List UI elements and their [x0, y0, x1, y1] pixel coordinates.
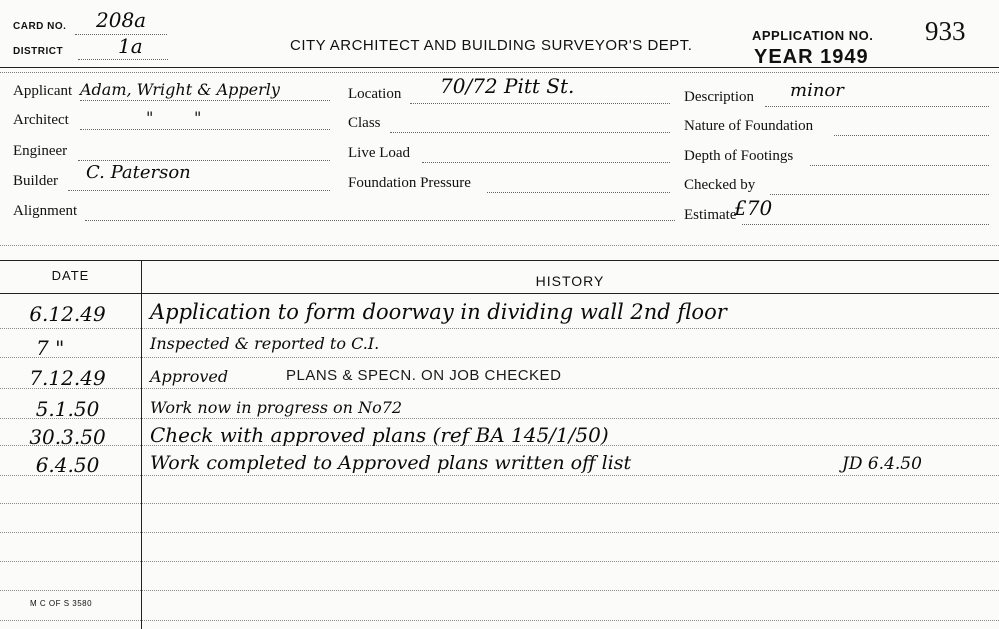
foundation-pressure-label: Foundation Pressure: [348, 175, 471, 191]
table-row-history: Work now in progress on No72: [150, 398, 403, 417]
table-row-date: 6.12.49: [29, 302, 106, 326]
form-code: M C OF S 3580: [30, 599, 93, 608]
district-line: [78, 59, 168, 60]
live-load-label: Live Load: [348, 145, 411, 161]
nature-of-foundation-label: Nature of Foundation: [684, 118, 814, 134]
application-no-value: 933: [925, 16, 966, 46]
table-row-history: Application to form doorway in dividing wall 2nd floor: [150, 300, 727, 324]
depth-of-footings-label: Depth of Footings: [684, 148, 794, 164]
table-row-history: Work completed to Approved plans written off list: [150, 452, 632, 474]
district-label: DISTRICT: [13, 46, 64, 57]
location-value: 70/72 Pitt St.: [440, 74, 575, 98]
history-header: HISTORY: [535, 273, 605, 289]
district-value: 1a: [118, 34, 143, 58]
description-label: Description: [684, 89, 754, 105]
alignment-label: Alignment: [13, 203, 78, 219]
applicant-label: Applicant: [13, 83, 73, 99]
ruled-line: [0, 503, 999, 504]
ruled-line: [0, 357, 999, 358]
engineer-label: Engineer: [13, 143, 68, 159]
applicant-value: Adam, Wright & Apperly: [80, 80, 280, 99]
table-row-history: Approved: [150, 367, 229, 386]
application-no-label: APPLICATION NO.: [752, 28, 874, 43]
ruled-line: [0, 475, 999, 476]
table-row-date: 7 ": [36, 336, 65, 360]
approval-stamp: PLANS & SPECN. ON JOB CHECKED: [286, 367, 562, 384]
fields-spare-line: [0, 245, 999, 246]
class-label: Class: [348, 115, 381, 131]
architect-label: Architect: [13, 112, 69, 128]
description-value: minor: [790, 80, 844, 101]
estimate-label: Estimate: [684, 207, 737, 223]
officer-initials: JD 6.4.50: [842, 454, 922, 474]
builder-value: C. Paterson: [86, 162, 191, 183]
ruled-line: [0, 532, 999, 533]
department-title: CITY ARCHITECT AND BUILDING SURVEYOR'S DEPT.: [290, 37, 693, 54]
architect-value: " ": [146, 108, 202, 127]
table-row-history: Check with approved plans (ref BA 145/1/50): [150, 423, 609, 447]
ruled-line: [0, 620, 999, 621]
table-top-border: [0, 260, 999, 261]
ruled-line: [0, 561, 999, 562]
ruled-line: [0, 388, 999, 389]
ruled-line: [0, 328, 999, 329]
header-divider: [0, 67, 999, 68]
ruled-line: [0, 590, 999, 591]
location-label: Location: [348, 86, 402, 102]
checked-by-label: Checked by: [684, 177, 756, 193]
table-row-history: Inspected & reported to C.I.: [150, 334, 380, 353]
table-row-date: 6.4.50: [35, 453, 100, 477]
year-label: YEAR 1949: [754, 46, 869, 68]
table-row-date: 30.3.50: [29, 425, 106, 449]
date-header: DATE: [51, 268, 90, 283]
header-divider-dotted: [0, 72, 999, 73]
ruled-line: [0, 418, 999, 419]
table-header-border: [0, 293, 999, 294]
table-row-date: 5.1.50: [35, 397, 100, 421]
estimate-value: £70: [734, 196, 773, 220]
card-no-value: 208a: [96, 8, 147, 32]
table-row-date: 7.12.49: [29, 366, 106, 390]
builder-label: Builder: [13, 173, 58, 189]
card-no-label: CARD NO.: [13, 21, 67, 32]
